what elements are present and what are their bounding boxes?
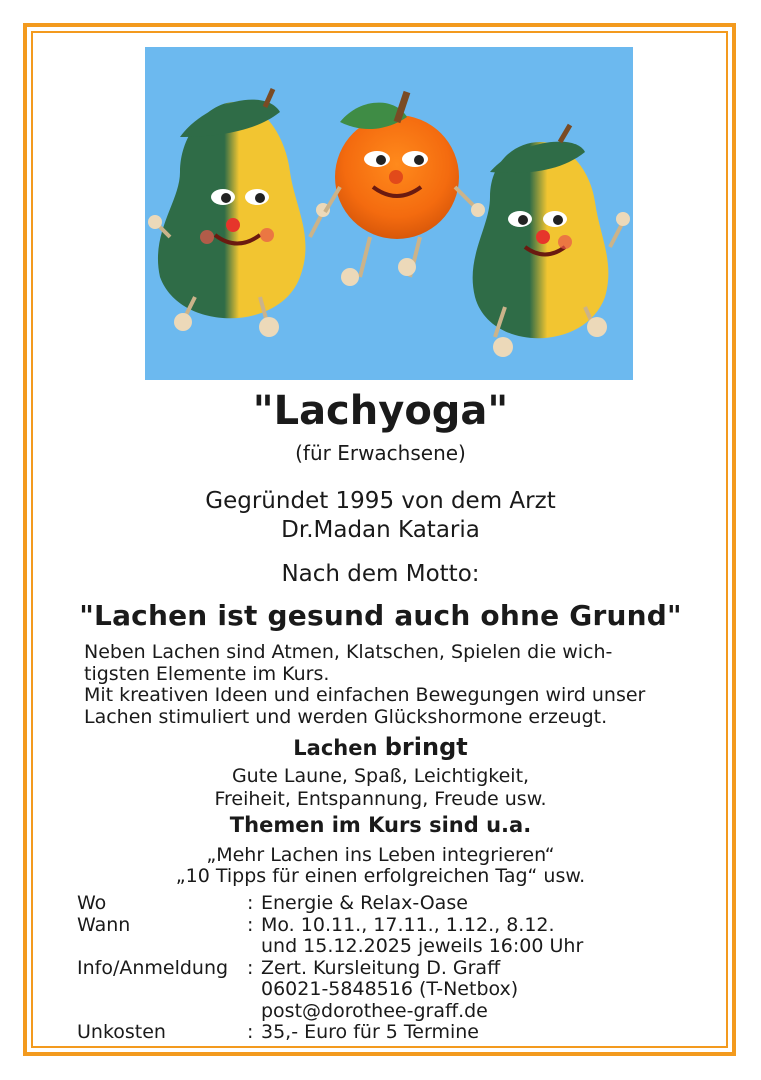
info-value: Zert. Kursleitung D. Graff	[261, 956, 501, 979]
info-row-anmeldung	[77, 958, 583, 980]
description-line: tigsten Elemente im Kurs.	[84, 662, 330, 685]
left-pear-figure	[148, 89, 330, 337]
middle-orange-figure	[325, 92, 485, 286]
laughing-fruit-figures-image	[145, 47, 633, 380]
motto: "Lachen ist gesund auch ohne Grund"	[79, 599, 682, 632]
info-row-unkosten	[77, 1022, 583, 1044]
info-label: Wann	[77, 913, 131, 936]
info-separator: :	[247, 956, 254, 979]
description-paragraph	[84, 642, 704, 728]
info-label: Wo	[77, 892, 107, 914]
info-separator: :	[247, 913, 254, 936]
info-label: Info/Anmeldung	[77, 956, 229, 979]
right-pear-figure	[473, 125, 630, 357]
subtitle: (für Erwachsene)	[295, 441, 466, 465]
benefits-list	[40, 765, 721, 811]
founded-info	[40, 487, 721, 545]
info-separator: :	[247, 1021, 254, 1043]
topic-line: „Mehr Lachen ins Leben integrieren“	[206, 844, 555, 866]
info-row-wo	[77, 893, 583, 915]
bringt-prefix: Lachen	[293, 736, 378, 760]
info-value: und 15.12.2025 jeweils 16:00 Uhr	[261, 935, 584, 957]
bringt-heading	[40, 733, 721, 761]
topics-heading: Themen im Kurs sind u.a.	[229, 813, 532, 837]
founded-line: Gegründet 1995 von dem Arzt	[205, 488, 556, 514]
event-info-table	[77, 893, 583, 1044]
description-line: Lachen stimuliert und werden Glückshormone erzeugt.	[84, 705, 608, 728]
bringt-emphasis: bringt	[384, 733, 468, 761]
phone-number: 06021-5848516 (T-Netbox)	[261, 978, 519, 1000]
description-line: Mit kreativen Ideen und einfachen Bewegungen wird unser	[84, 684, 646, 706]
benefits-line: Gute Laune, Spaß, Leichtigkeit,	[231, 765, 530, 787]
topic-line: „10 Tipps für einen erfolgreichen Tag“ usw.	[175, 865, 586, 887]
info-value: 35,- Euro für 5 Termine	[261, 1021, 479, 1043]
info-label: Unkosten	[77, 1021, 166, 1043]
info-value: Energie & Relax-Oase	[261, 892, 468, 914]
page-title: "Lachyoga"	[252, 388, 509, 434]
founded-line: Dr.Madan Kataria	[281, 517, 480, 543]
info-row-phone	[77, 979, 583, 1001]
topics-list	[40, 845, 721, 887]
info-row-email	[77, 1001, 583, 1023]
info-separator: :	[247, 892, 254, 914]
motto-intro: Nach dem Motto:	[281, 561, 480, 587]
info-row-wann	[77, 915, 583, 937]
info-row-wann-cont	[77, 936, 583, 958]
email-address: post@dorothee-graff.de	[261, 999, 488, 1022]
info-value: Mo. 10.11., 17.11., 1.12., 8.12.	[261, 913, 555, 936]
description-line: Neben Lachen sind Atmen, Klatschen, Spielen die wich-	[84, 641, 613, 663]
benefits-line: Freiheit, Entspannung, Freude usw.	[214, 788, 547, 810]
